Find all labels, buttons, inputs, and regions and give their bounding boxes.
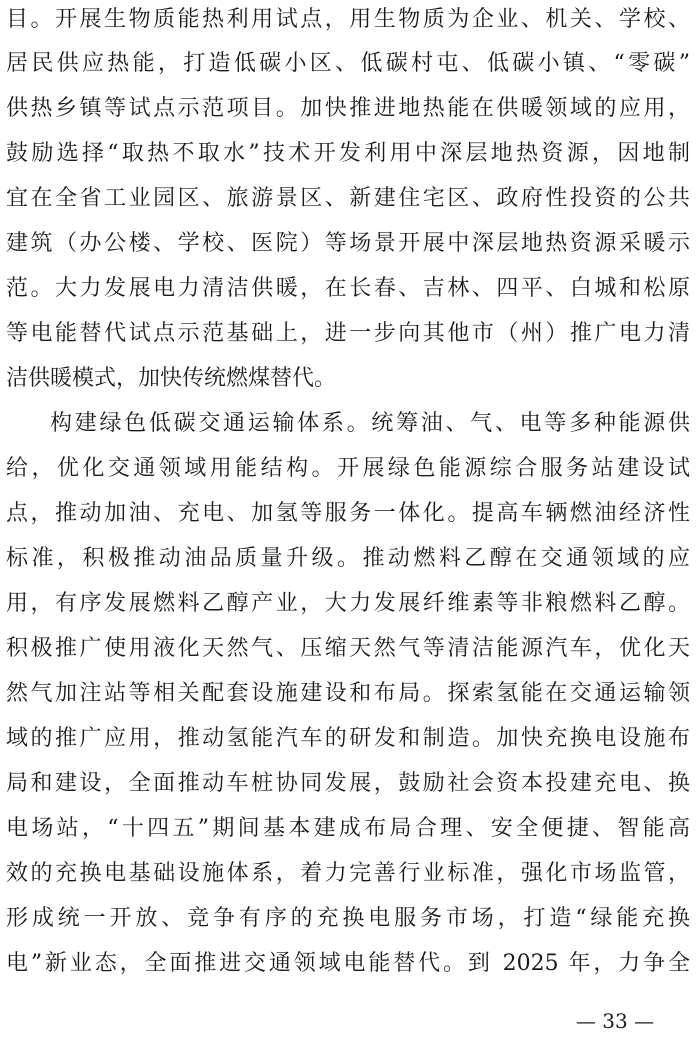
- text-line: 给，优化交通领域用能结构。开展绿色能源综合服务站建设试: [6, 456, 690, 481]
- text-line: 等电能替代试点示范基础上，进一步向其他市（州）推广电力清: [6, 321, 690, 346]
- text-line: 电”新业态，全面推进交通领域电能替代。到 2025 年，力争全: [6, 951, 690, 976]
- text-line: 宜在全省工业园区、旅游景区、新建住宅区、政府性投资的公共: [6, 186, 690, 211]
- text-line: 积极推广使用液化天然气、压缩天然气等清洁能源汽车，优化天: [6, 636, 690, 661]
- text-line: 范。大力发展电力清洁供暖，在长春、吉林、四平、白城和松原: [6, 276, 690, 301]
- text-line: 鼓励选择“取热不取水”技术开发利用中深层地热资源，因地制: [6, 141, 690, 166]
- text-line: 构建绿色低碳交通运输体系。统筹油、气、电等多种能源供: [50, 411, 690, 436]
- text-line: 标准，积极推动油品质量升级。推动燃料乙醇在交通领域的应: [6, 546, 690, 571]
- text-line: 居民供应热能，打造低碳小区、低碳村屯、低碳小镇、“零碳”: [6, 51, 690, 76]
- text-line: 洁供暖模式，加快传统燃煤替代。: [6, 366, 337, 391]
- text-line: 电场站，“十四五”期间基本建成布局合理、安全便捷、智能高: [6, 816, 690, 841]
- text-line: 形成统一开放、竞争有序的充换电服务市场，打造“绿能充换: [6, 906, 690, 931]
- text-line: 然气加注站等相关配套设施建设和布局。探索氢能在交通运输领: [6, 681, 690, 706]
- text-line: 域的推广应用，推动氢能汽车的研发和制造。加快充换电设施布: [6, 726, 690, 751]
- text-line: 局和建设，全面推动车桩协同发展，鼓励社会资本投建充电、换: [6, 771, 690, 796]
- page-number: — 33 —: [575, 1009, 655, 1033]
- text-line: 点，推动加油、充电、加氢等服务一体化。提高车辆燃油经济性: [6, 501, 690, 526]
- text-line: 效的充换电基础设施体系，着力完善行业标准，强化市场监管，: [6, 861, 690, 886]
- text-line: 用，有序发展燃料乙醇产业，大力发展纤维素等非粮燃料乙醇。: [6, 591, 690, 616]
- text-line: 建筑（办公楼、学校、医院）等场景开展中深层地热资源采暖示: [6, 231, 690, 256]
- text-line: 供热乡镇等试点示范项目。加快推进地热能在供暖领域的应用，: [6, 96, 690, 121]
- text-line: 目。开展生物质能热利用试点，用生物质为企业、机关、学校、: [6, 7, 690, 32]
